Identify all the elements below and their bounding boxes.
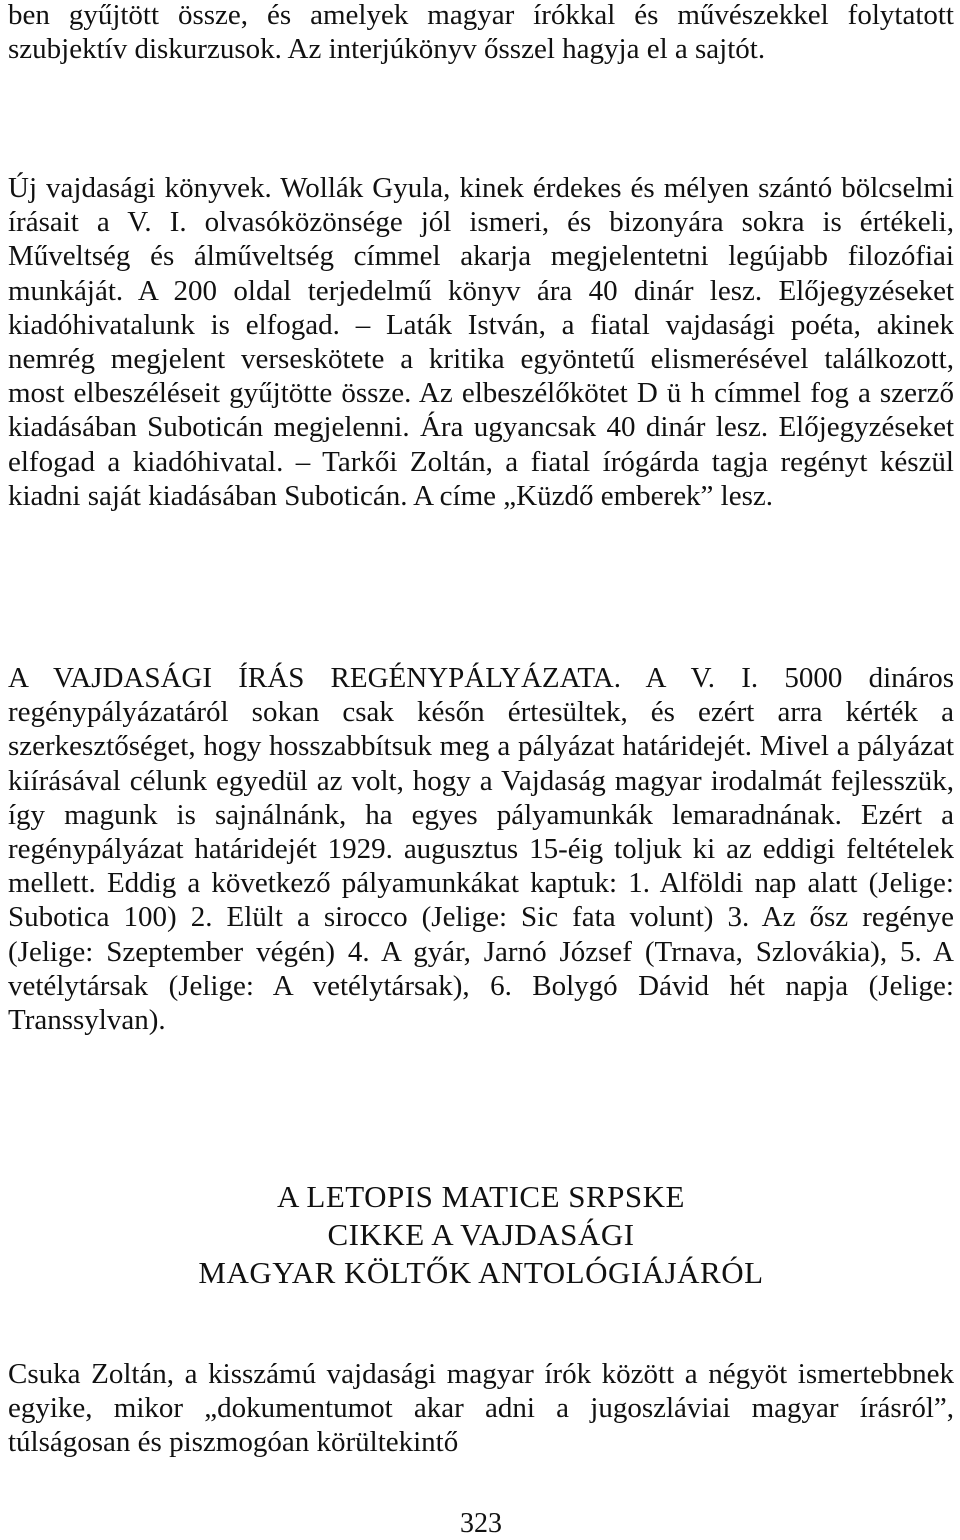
document-page [8, 0, 954, 1540]
paragraph-regenypalyazat: A VAJDASÁGI ÍRÁS REGÉNYPÁLYÁZATA. A V. I. 5000 dináros regénypályázatáról sokan csak későn értesültek, és ezért arra kérték a szerkesztőséget, hogy hosszabbítsuk meg a pályázat határidejét. Mivel a pályázat kiírásával célunk egyedül az volt, hogy a Vajdaság magyar irodalmát fejlesszük, így magunk is sajnálnánk, ha egyes pályamunkák lemaradnának. Ezért a regénypályázat határidejét 1929. augusztus 15-éig toljuk ki az eddigi feltételek mellett. Eddig a következő pályamunkákat kaptuk: 1. Alföldi nap alatt (Jelige: Subotica 100) 2. Elült a sirocco (Jelige: Sic fata volunt) 3. Az ősz regénye (Jelige: Szeptember végén) 4. A gyár, Jarnó József (Trnava, Szlovákia), 5. A vetélytársak (Jelige: A vetélytársak), 6. Bolygó Dávid hét napja (Jelige: Transsylvan). [8, 662, 954, 1037]
paragraph-csuka-zoltan: Csuka Zoltán, a kisszámú vajdasági magyar írók között a négyöt ismertebbnek egyike, mikor „dokumentumot akar adni a jugoszláviai magyar írásról”, túlságosan és piszmogóan körültekintő [8, 1358, 954, 1459]
section-heading-line-1: A LETOPIS MATICE SRPSKE [277, 1179, 685, 1214]
section-heading-line-2: CIKKE A VAJDASÁGI [327, 1217, 635, 1252]
paragraph-uj-vajdasagi-konyvek: Új vajdasági könyvek. Wollák Gyula, kinek érdekes és mélyen szántó bölcselmi írásait a V. I. olvasóközönsége jól ismeri, és bizonyára sokra is értékeli, Műveltség és álműveltség címmel akarja megjelentetni legújabb filozófiai munkáját. A 200 oldal terjedelmű könyv ára 40 dinár lesz. Előjegyzéseket kiadóhivatalunk is elfogad. – Laták István, a fiatal vajdasági poéta, akinek nemrég megjelent verseskötete a kritika egyöntetű elismerésével találkozott, most elbeszéléseit gyűjtötte össze. Az elbeszélőkötet D ü h címmel fog a szerző kiadásában Suboticán megjelenni. Ára ugyancsak 40 dinár lesz. Előjegyzéseket elfogad a kiadóhivatal. – Tarkői Zoltán, a fiatal írógárda tagja regényt készül kiadni saját kiadásában Suboticán. A címe „Küzdő emberek” lesz. [8, 172, 954, 512]
section-heading-line-3: MAGYAR KÖLTŐK ANTOLÓGIÁJÁRÓL [198, 1255, 764, 1290]
paragraph-intro: ben gyűjtött össze, és amelyek magyar írókkal és művészekkel folytatott szubjektív diskurzusok. Az interjúkönyv ősszel hagyja el a sajtót. [8, 0, 954, 66]
page-number: 323 [460, 1508, 502, 1539]
section-heading [8, 1178, 954, 1292]
